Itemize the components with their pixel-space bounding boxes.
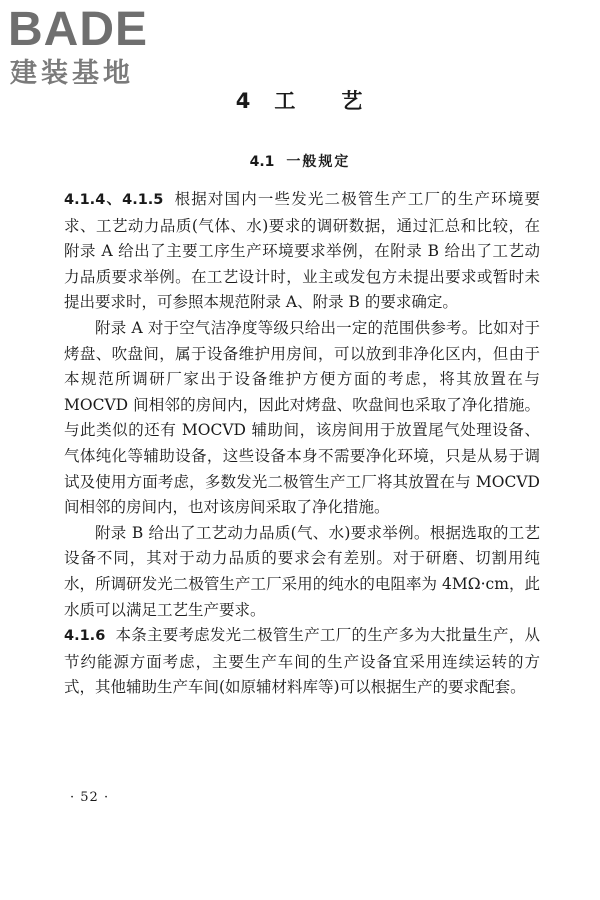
paragraph-text: 本条主要考虑发光二极管生产工厂的生产多为大批量生产，从节约能源方面考虑，主要生产车间的生产设备宜采用连续运转的方式，其他辅助生产车间(如原辅材料库等)可以根据生产的要求配套。 <box>64 626 540 697</box>
chapter-heading <box>0 86 600 116</box>
chapter-number: 4 <box>235 89 253 113</box>
watermark-brand: BADE <box>8 3 149 56</box>
watermark-subtitle: 建装基地 <box>10 58 134 89</box>
chapter-title-char-2: 艺 <box>341 89 365 113</box>
chapter-title-char-1: 工 <box>274 89 298 113</box>
section-title: 一般规定 <box>286 154 351 170</box>
section-heading <box>0 151 600 173</box>
paragraph-clause-4-1-4 <box>64 187 540 316</box>
body-text <box>64 187 540 701</box>
watermark-logo <box>8 4 178 94</box>
paragraph-clause-4-1-6 <box>64 623 540 701</box>
section-number: 4.1 <box>249 154 275 170</box>
clause-number: 4.1.4、4.1.5 <box>64 192 164 208</box>
paragraph-text: 根据对国内一些发光二极管生产工厂的生产环境要求、工艺动力品质(气体、水)要求的调研数据，通过汇总和比较，在附录 A 给出了主要工序生产环境要求举例，在附录 B 给出了工艺动力品质要求举例。在工艺设计时，业主或发包方未提出要求或暂时未提出要求时，可参照本规范附录 A、附录 B 的要求确定。 <box>64 190 540 312</box>
paragraph-appendix-b: 附录 B 给出了工艺动力品质(气、水)要求举例。根据选取的工艺设备不同，其对于动力品质的要求会有差别。对于研磨、切割用纯水，所调研发光二极管生产工厂采用的纯水的电阻率为 4MΩ·cm，此水质可以满足工艺生产要求。 <box>64 523 540 619</box>
paragraph-appendix-a: 附录 A 对于空气洁净度等级只给出一定的范围供参考。比如对于烤盘、吹盘间，属于设备维护用房间，可以放到非净化区内，但由于本规范所调研厂家出于设备维护方便方面的考虑，将其放置在与 MOCVD 间相邻的房间内，因此对烤盘、吹盘间也采取了净化措施。与此类似的还有 MOCVD 辅助间，该房间用于放置尾气处理设备、气体纯化等辅助设备，这些设备本身不需要净化环境，只是从易于调试及使用方面考虑，多数发光二极管生产工厂将其放置在与 MOCVD 间相邻的房间内，也对该房间采取了净化措施。 <box>64 318 540 517</box>
page-number: · 52 · <box>70 790 110 805</box>
clause-number: 4.1.6 <box>64 628 106 645</box>
